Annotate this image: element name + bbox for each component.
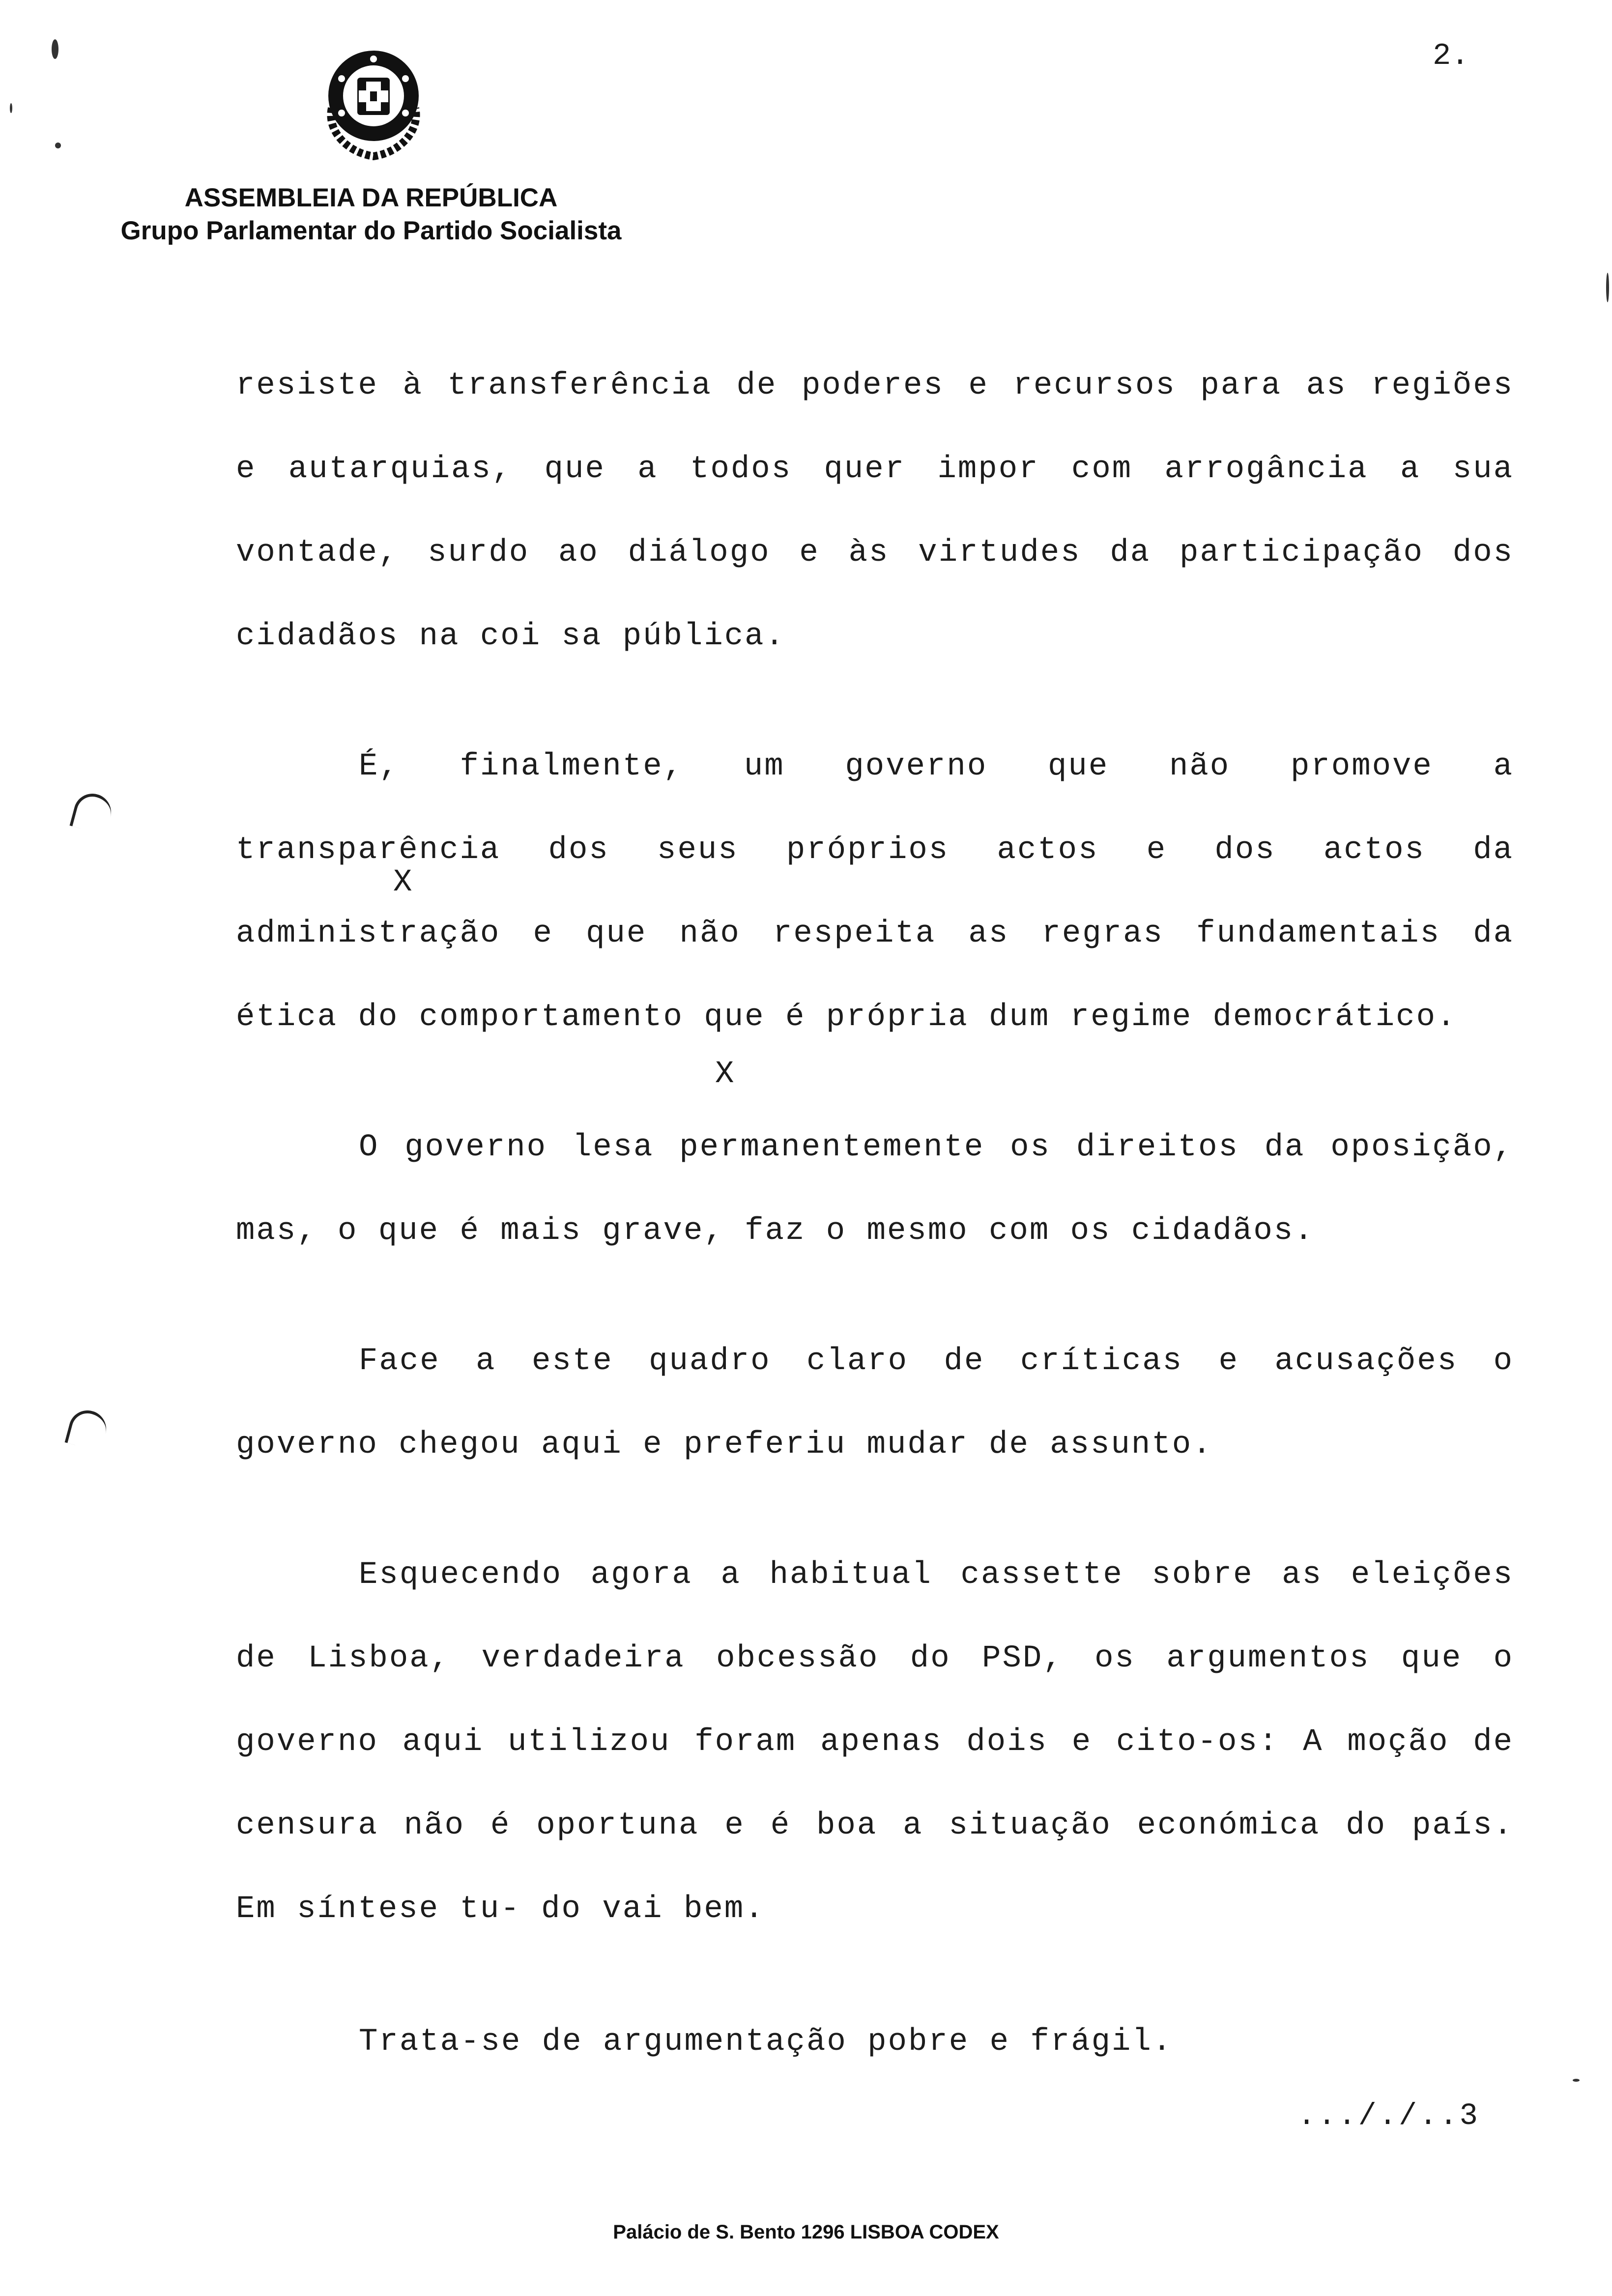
page-number: 2. bbox=[1433, 38, 1469, 73]
punch-hole-mark bbox=[64, 1406, 110, 1452]
scan-speck bbox=[55, 143, 61, 148]
coat-of-arms-icon bbox=[312, 44, 435, 165]
paragraph: Trata-se de argumentação pobre e frágil. bbox=[359, 2024, 1173, 2060]
letterhead bbox=[74, 181, 668, 247]
document-body bbox=[236, 344, 1514, 2084]
scan-speck bbox=[1573, 2079, 1580, 2082]
institution-name: ASSEMBLEIA DA REPÚBLICA bbox=[184, 183, 558, 212]
marker-x: X bbox=[393, 865, 412, 900]
paragraph: O governo lesa permanentemente os direitos da oposição, mas, o que é mais grave, faz o mesmo com os cidadãos. bbox=[236, 1130, 1514, 1249]
paragraph: resiste à transferência de poderes e recursos para as regiões e autarquias, que a todos quer impor com arrogância a sua vontade, surdo ao diálogo e às virtudes da participação dos cidadãos na coi sa pública. bbox=[236, 368, 1514, 654]
marker-x: X bbox=[715, 1057, 734, 1092]
footer-address: Palácio de S. Bento 1296 LISBOA CODEX bbox=[613, 2221, 999, 2243]
parliamentary-group: Grupo Parlamentar do Partido Socialista bbox=[120, 216, 622, 245]
paragraph: Face a este quadro claro de críticas e acusações o governo chegou aqui e preferiu mudar de assunto. bbox=[236, 1344, 1514, 1463]
continuation-mark: ..././..3 bbox=[1297, 2098, 1480, 2133]
scan-speck bbox=[10, 103, 12, 113]
punch-hole-mark bbox=[69, 789, 115, 835]
scan-speck bbox=[52, 39, 58, 59]
scan-speck bbox=[1606, 273, 1609, 302]
paragraph: É, finalmente, um governo que não promove a transparência dos seus próprios actos e dos actos da administração e que não respeita as regras fundamentais da ética do comportamento que é própria dum regime democrático. bbox=[236, 749, 1514, 1035]
paragraph: Esquecendo agora a habitual cassette sobre as eleições de Lisboa, verdadeira obcessão do PSD, os argumentos que o governo aqui utilizou foram apenas dois e cito-os: A moção de censura não é oportuna e é boa a situação económica do país. Em síntese tu- do vai bem. bbox=[236, 1557, 1514, 1927]
